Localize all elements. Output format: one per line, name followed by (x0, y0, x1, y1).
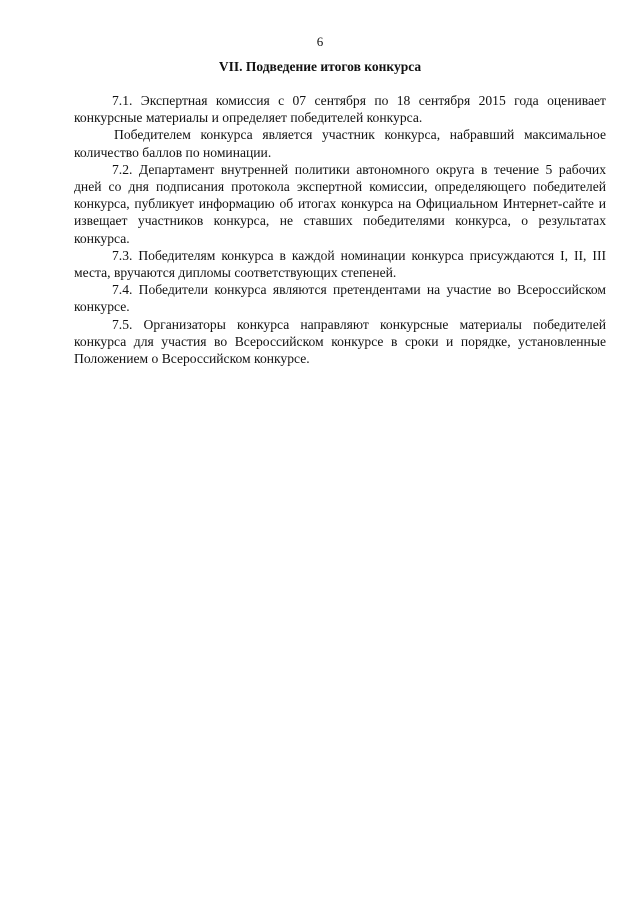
paragraph-7-3: 7.3. Победителям конкурса в каждой номинации конкурса присуждаются I, II, III места, вручаются дипломы соответствующих степеней. (74, 247, 606, 281)
paragraph-7-2: 7.2. Департамент внутренней политики автономного округа в течение 5 рабочих дней со дня подписания протокола экспертной комиссии, определяющего победителей конкурса, публикует информацию об итогах конкурса на Официальном Интернет-сайте и извещает участников конкурса, не ставших победителями конкурса, о результатах конкурса. (74, 161, 606, 246)
paragraph-7-1: 7.1. Экспертная комиссия с 07 сентября по 18 сентября 2015 года оценивает конкурсные материалы и определяет победителей конкурса. (74, 93, 606, 126)
paragraph-winner-definition: Победителем конкурса является участник конкурса, набравший максимальное количество баллов по номинации. (74, 127, 606, 160)
section-body (74, 92, 606, 367)
page-number: 6 (316, 34, 324, 49)
paragraph-7-5: 7.5. Организаторы конкурса направляют конкурсные материалы победителей конкурса для участия во Всероссийском конкурсе в сроки и порядке, установленные Положением о Всероссийском конкурсе. (74, 316, 606, 367)
paragraph-7-4: 7.4. Победители конкурса являются претендентами на участие во Всероссийском конкурсе. (74, 282, 606, 315)
section-title: VII. Подведение итогов конкурса (218, 59, 422, 74)
